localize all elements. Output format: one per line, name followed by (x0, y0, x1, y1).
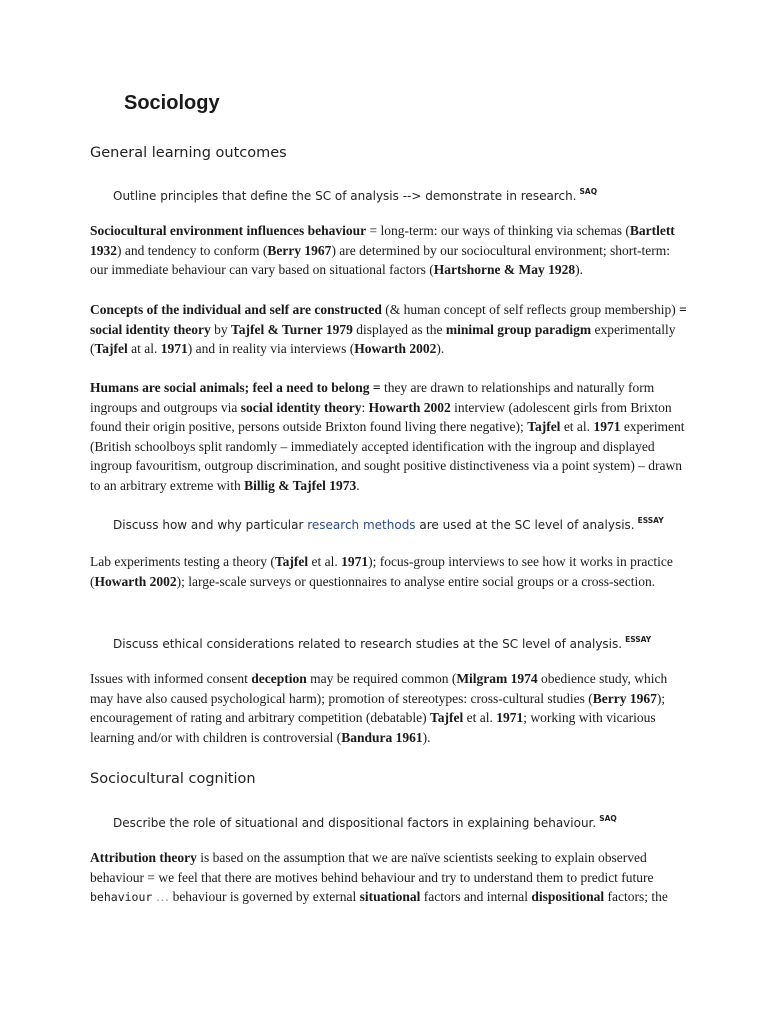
bold-text: Tajfel (527, 419, 561, 435)
text-run: ); focus-group interviews to see how it works in practice ( (90, 554, 673, 589)
question-text: Discuss ethical considerations related to research studies at the SC level of analysis. (113, 637, 623, 651)
bold-text: Tajfel (274, 554, 309, 569)
bold-text: Concepts of the individual and self are constructed (90, 302, 382, 317)
text-run: ). (575, 262, 583, 278)
bold-text: 1971 (160, 341, 188, 357)
bold-text: minimal group paradigm (445, 321, 592, 337)
text-run: is based on the assumption that we are naïve scientists seeking to explain observed behaviour = we feel that there are motives behind behaviour and try to understand them to predict future (90, 850, 654, 885)
text-run: experimentally ( (90, 321, 676, 357)
text-run: Issues with informed consent (90, 671, 252, 686)
text-run: by (210, 321, 231, 337)
text-run: Discuss how and why particular (113, 518, 308, 532)
text-run: experiment (British schoolboys split randomly – immediately accepted identification with the ingroup and displayed ingroup favouritism, outgroup discrimination, and sought positive distinctiveness via a point system) – drawn to an arbitrary extreme with (90, 419, 685, 493)
bold-text: Howarth 2002 (368, 399, 451, 415)
bold-text: Berry 1967 (267, 242, 332, 258)
text-run: ). (436, 341, 445, 357)
bold-text: Bartlett 1932 (90, 223, 675, 258)
text-run: = long-term: our ways of thinking via schemas ( (366, 223, 630, 238)
bold-text: Tajfel (429, 710, 464, 726)
text-run: behaviour is governed by external (172, 889, 360, 905)
text-run: Lab experiments testing a theory ( (90, 554, 275, 569)
text-run: : (361, 399, 369, 415)
text-run: et al. (560, 419, 594, 435)
question-tag: ESSAY (637, 516, 664, 525)
question-tag: SAQ (579, 187, 598, 196)
text-run: ) and tendency to conform ( (117, 242, 268, 258)
bold-text: Attribution theory (90, 850, 197, 865)
question-text (113, 518, 635, 532)
bold-text: Howarth 2002 (94, 573, 177, 589)
bold-text: 1971 (496, 710, 524, 726)
paragraph (90, 378, 690, 496)
text-run: behaviour (90, 890, 153, 905)
text-run: … (152, 889, 173, 905)
bold-text: Bandura 1961 (341, 729, 423, 745)
paragraph (90, 848, 690, 908)
text-run: obedience study, which may have also caused psychological harm); promotion of stereotypes: cross-cultural studies ( (90, 671, 668, 706)
text-run: ) and in reality via interviews ( (187, 341, 355, 357)
highlighted-term: research methods (307, 518, 416, 532)
text-run: may be required common ( (306, 671, 457, 686)
bold-text: dispositional (531, 889, 605, 905)
question-research-methods (113, 516, 664, 532)
bold-text: Tajfel (94, 341, 128, 357)
question-tag: SAQ (599, 814, 617, 823)
text-run: et al. (308, 554, 342, 569)
text-run: et al. (463, 710, 497, 726)
bold-text: Milgram 1974 (456, 671, 538, 686)
question-ethical-considerations (113, 635, 651, 651)
section-heading-general: General learning outcomes (90, 145, 287, 161)
bold-text: deception (251, 671, 307, 686)
question-tag: ESSAY (625, 635, 652, 644)
text-run: factors; the (604, 889, 668, 905)
text-run: ; working with vicarious learning and/or with children is controversial ( (90, 710, 656, 745)
text-run: are used at the SC level of analysis. (415, 518, 635, 532)
bold-text: = social identity theory (90, 302, 687, 337)
text-run: at al. (127, 341, 161, 357)
paragraph (90, 669, 690, 747)
bold-text: 1971 (341, 554, 369, 569)
paragraph (90, 300, 690, 359)
text-run: factors and internal (420, 889, 532, 905)
page-title: Sociology (124, 92, 220, 114)
bold-text: Sociocultural environment influences behaviour (90, 223, 367, 238)
question-text: Outline principles that define the SC of analysis --> demonstrate in research. (113, 189, 577, 203)
text-run: they are drawn to relationships and naturally form ingroups and outgroups via (90, 380, 655, 415)
text-run: (& human concept of self reflects group membership) (381, 302, 680, 317)
text-run: ). (422, 729, 431, 745)
text-run: displayed as the (352, 321, 446, 337)
text-run: . (356, 477, 360, 493)
bold-text: Howarth 2002 (354, 341, 437, 357)
text-run: ) are determined by our sociocultural environment; short-term: our immediate behaviour can vary based on situational factors ( (90, 242, 670, 278)
bold-text: situational (359, 889, 421, 905)
bold-text: Humans are social animals; feel a need to belong = (90, 380, 381, 395)
text-run: ); encouragement of rating and arbitrary competition (debatable) (90, 690, 666, 726)
bold-text: Hartshorne & May 1928 (433, 262, 576, 278)
paragraph (90, 552, 690, 591)
question-text: Describe the role of situational and dispositional factors in explaining behaviour. (113, 816, 597, 830)
paragraph (90, 221, 690, 280)
bold-text: Berry 1967 (592, 690, 657, 706)
bold-text: 1971 (593, 419, 621, 435)
text-run: ); large-scale surveys or questionnaires to analyse entire social groups or a cross-section. (176, 573, 656, 589)
bold-text: social identity theory (240, 399, 362, 415)
bold-text: Billig & Tajfel 1973 (244, 477, 357, 493)
question-situational-dispositional (113, 814, 617, 830)
question-outline-principles (113, 187, 597, 203)
section-heading-sociocultural-cognition: Sociocultural cognition (90, 771, 256, 787)
bold-text: Tajfel & Turner 1979 (231, 321, 353, 337)
text-run: interview (adolescent girls from Brixton found their origin positive, persons outside Brixton found living there negative); (90, 399, 672, 435)
